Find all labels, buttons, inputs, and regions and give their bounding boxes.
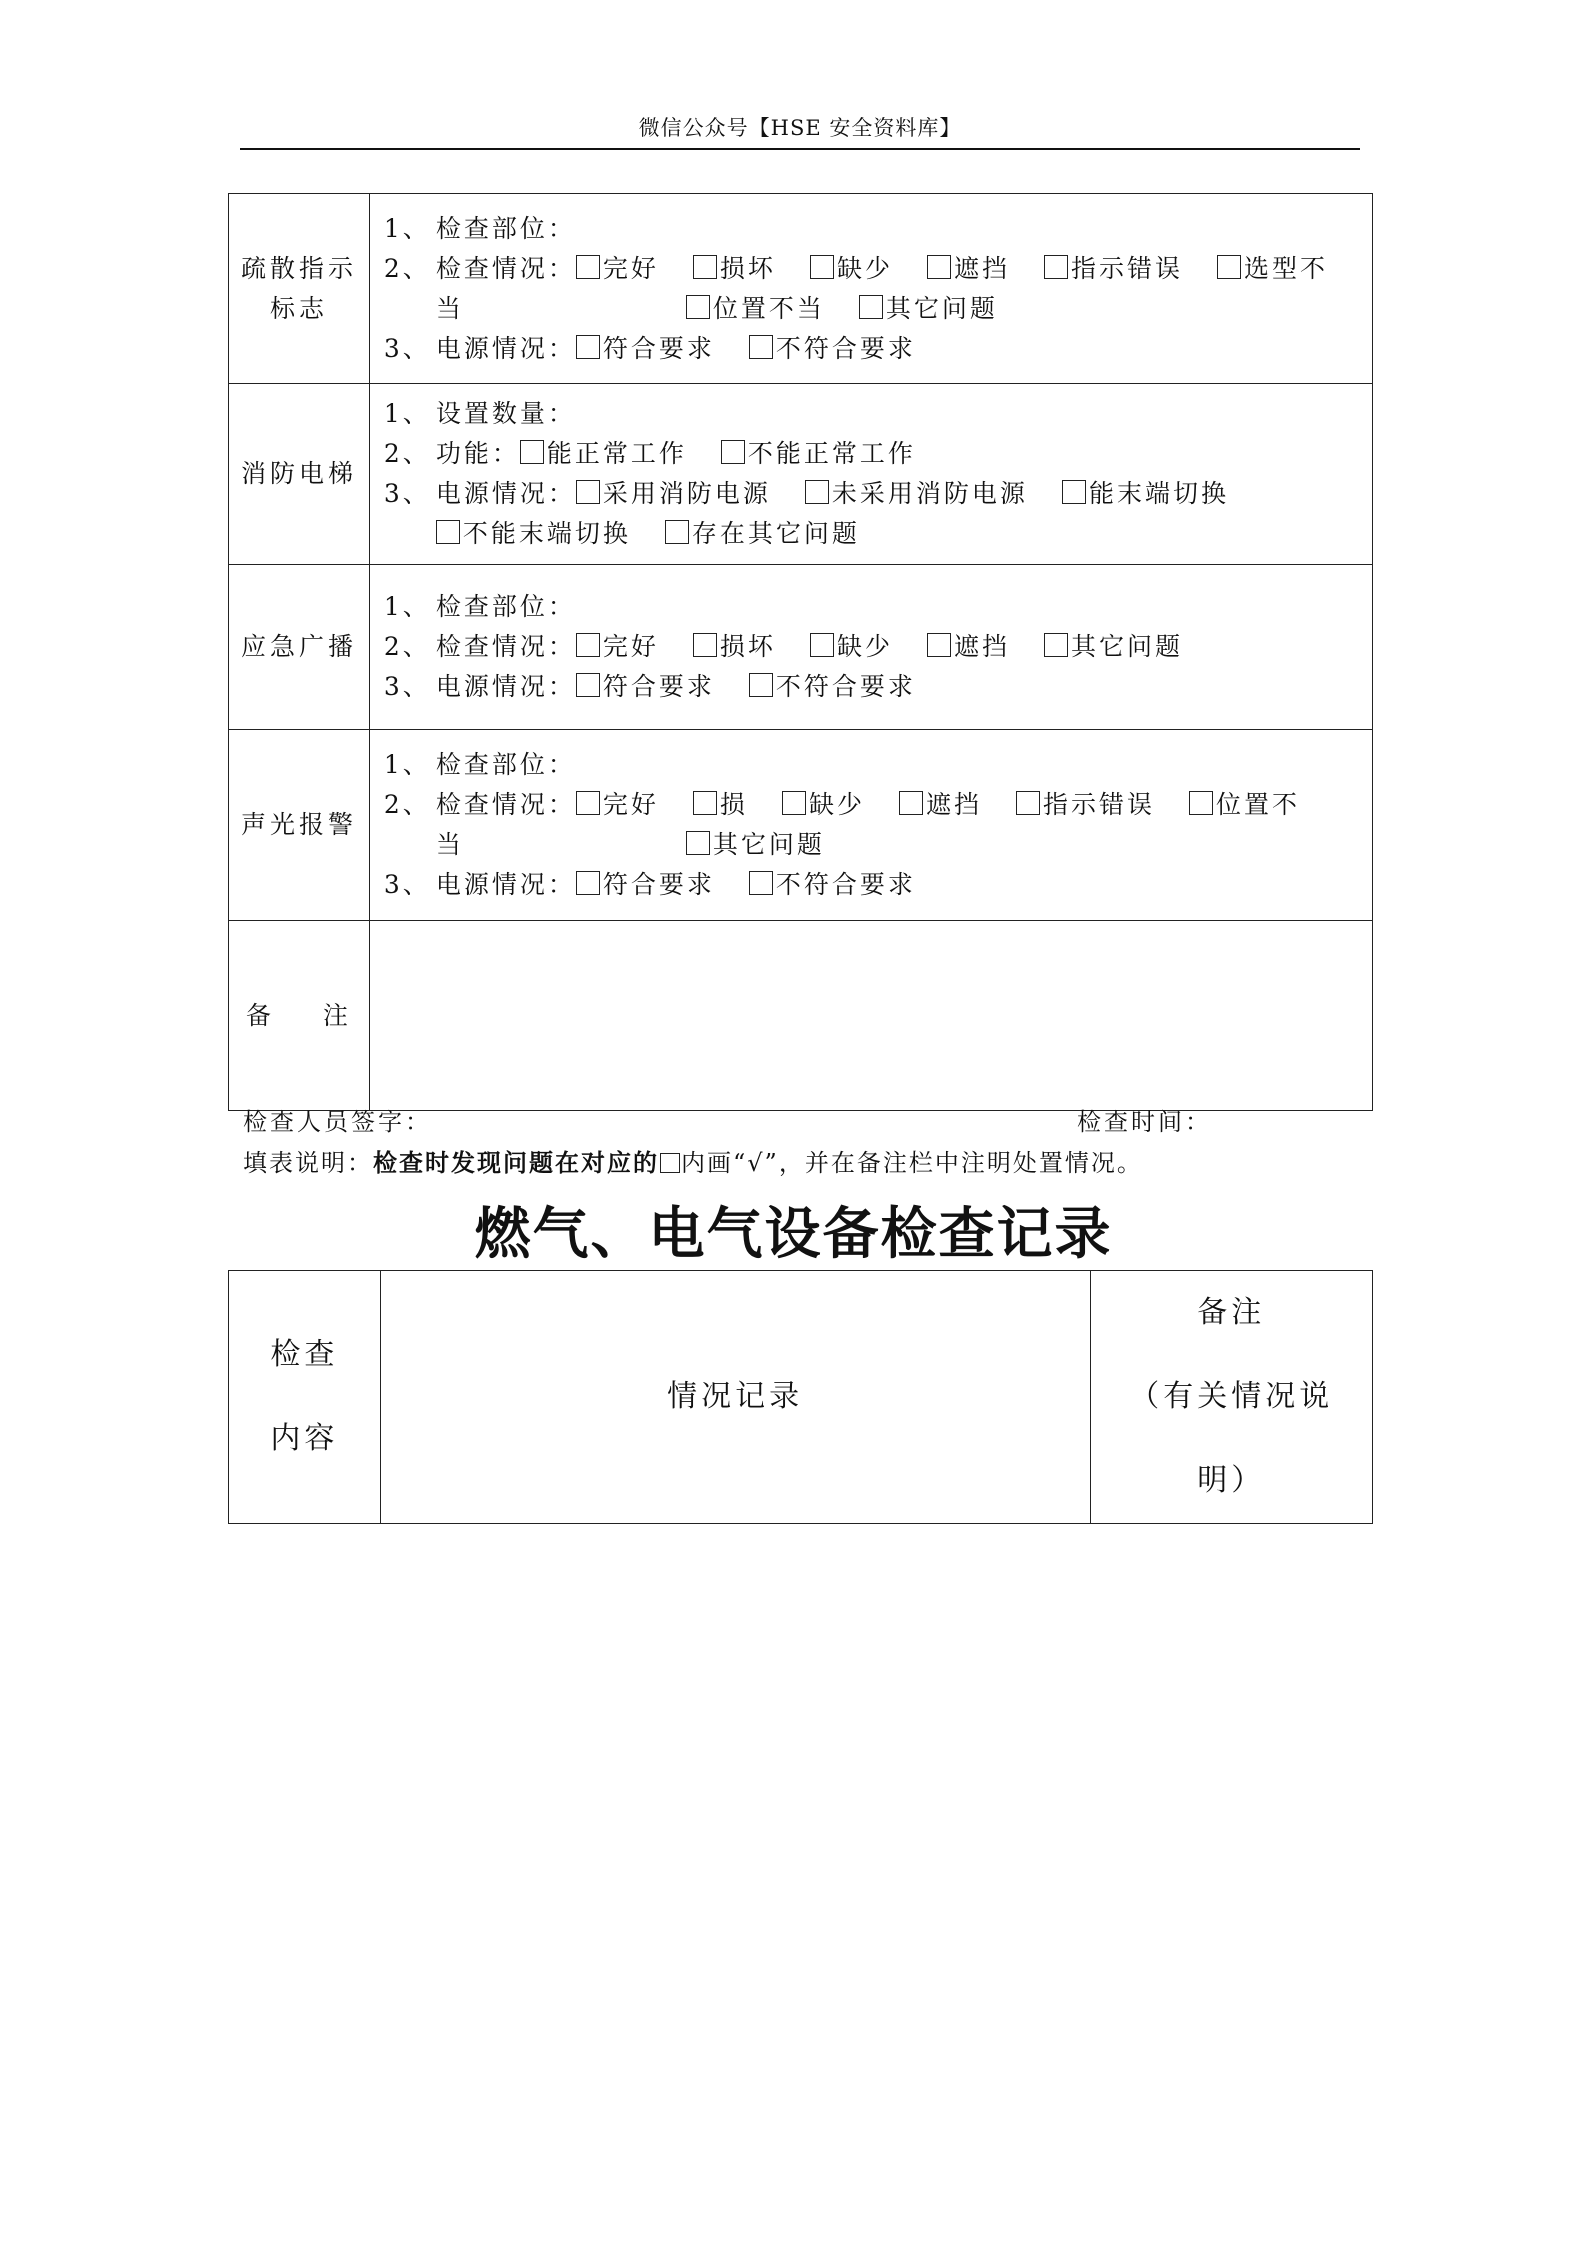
table-row	[229, 384, 1373, 565]
page-header: 微信公众号【HSE 安全资料库】	[240, 112, 1360, 150]
item-line	[384, 329, 1362, 369]
item-label: 检查部位：	[435, 750, 576, 779]
remarks-label: 备 注	[229, 921, 370, 1111]
checkbox-option[interactable]	[899, 790, 982, 819]
table-row	[229, 730, 1373, 921]
checkbox-label: 完好	[602, 632, 659, 661]
checkbox-icon[interactable]	[859, 295, 883, 319]
checkbox-icon	[660, 1153, 680, 1173]
item-number: 3、	[383, 672, 431, 701]
checkbox-icon[interactable]	[693, 633, 717, 657]
checkbox-option[interactable]	[576, 479, 771, 508]
row-label: 消防电梯	[229, 384, 370, 565]
checkbox-option[interactable]	[665, 519, 860, 548]
checkbox-icon[interactable]	[576, 255, 600, 279]
item-number: 1、	[383, 750, 431, 779]
checkbox-option[interactable]	[1189, 790, 1300, 819]
checkbox-icon[interactable]	[899, 791, 923, 815]
checkbox-option[interactable]	[1044, 632, 1183, 661]
checkbox-label: 符合要求	[602, 672, 715, 701]
checkbox-option[interactable]	[1217, 254, 1328, 283]
item-label: 检查情况：	[435, 790, 576, 819]
checkbox-option[interactable]	[1016, 790, 1155, 819]
checkbox-label: 遮挡	[925, 790, 982, 819]
item-number: 1、	[383, 399, 431, 428]
item-line	[384, 209, 1362, 249]
checkbox-label: 不符合要求	[775, 672, 916, 701]
inspection-table	[228, 193, 1373, 1111]
item-line	[384, 514, 1362, 554]
checkbox-label: 遮挡	[953, 632, 1010, 661]
checkbox-option[interactable]	[686, 830, 825, 859]
checkbox-label: 遮挡	[953, 253, 1010, 283]
checkbox-label: 不符合要求	[775, 333, 916, 363]
checkbox-icon[interactable]	[1044, 633, 1068, 657]
checkbox-icon[interactable]	[576, 791, 600, 815]
checkbox-label: 符合要求	[602, 333, 715, 363]
row-label: 声光报警	[229, 730, 370, 921]
table-header-row	[229, 1271, 1373, 1524]
checkbox-icon[interactable]	[686, 831, 710, 855]
checkbox-icon[interactable]	[810, 633, 834, 657]
item-number: 2、	[383, 439, 431, 468]
item-line	[384, 587, 1362, 627]
item-number: 1、	[383, 213, 431, 243]
checkbox-option[interactable]	[576, 254, 659, 283]
checkbox-option[interactable]	[927, 632, 1010, 661]
checkbox-option[interactable]	[721, 439, 916, 468]
checkbox-option[interactable]	[520, 439, 687, 468]
checkbox-option[interactable]	[576, 870, 715, 899]
checkbox-option[interactable]	[686, 294, 825, 323]
checkbox-option[interactable]	[576, 632, 659, 661]
item-line	[384, 825, 1362, 865]
checkbox-icon[interactable]	[810, 255, 834, 279]
checkbox-label: 位置不当	[712, 293, 825, 323]
header-remarks: 备注 （有关情况说 明）	[1090, 1271, 1373, 1524]
checkbox-label: 其它问题	[1070, 632, 1183, 661]
checkbox-label: 位置不	[1215, 790, 1300, 819]
item-line	[384, 865, 1362, 905]
checkbox-icon[interactable]	[693, 255, 717, 279]
item-number: 3、	[383, 333, 431, 363]
checkbox-option[interactable]	[576, 334, 715, 363]
item-label: 检查情况：	[435, 632, 576, 661]
checkbox-icon[interactable]	[436, 520, 460, 544]
item-number: 2、	[383, 253, 431, 283]
checkbox-icon[interactable]	[576, 335, 600, 359]
checkbox-icon[interactable]	[576, 633, 600, 657]
checkbox-label: 指示错误	[1070, 253, 1183, 283]
checkbox-icon[interactable]	[693, 791, 717, 815]
checkbox-label: 采用消防电源	[602, 479, 771, 508]
checkbox-icon[interactable]	[805, 480, 829, 504]
row-label: 应急广播	[229, 565, 370, 730]
checkbox-label: 完好	[602, 790, 659, 819]
item-line	[384, 289, 1362, 329]
checkbox-label: 能末端切换	[1088, 479, 1229, 508]
checkbox-icon[interactable]	[576, 871, 600, 895]
checkbox-option[interactable]	[693, 790, 748, 819]
row-body	[369, 730, 1372, 921]
checkbox-label: 指示错误	[1042, 790, 1155, 819]
checkbox-option[interactable]	[927, 254, 1010, 283]
checkbox-label: 完好	[602, 253, 659, 283]
checkbox-icon[interactable]	[749, 673, 773, 697]
instruction-text	[243, 1143, 1143, 1178]
item-label: 电源情况：	[435, 333, 576, 363]
checkbox-icon[interactable]	[1189, 791, 1213, 815]
item-line	[384, 434, 1362, 474]
item-label: 电源情况：	[435, 672, 576, 701]
item-number: 3、	[383, 870, 431, 899]
checkbox-label: 不能末端切换	[462, 519, 631, 548]
item-label: 功能：	[435, 439, 520, 468]
inspector-signature-label: 检查人员签字：	[243, 1108, 432, 1136]
item-label: 电源情况：	[435, 870, 576, 899]
item-line	[384, 474, 1362, 514]
checkbox-icon[interactable]	[749, 871, 773, 895]
instruction-rest: 内画“√”，并在备注栏中注明处置情况。	[681, 1149, 1143, 1177]
checkbox-label: 存在其它问题	[691, 519, 860, 548]
item-label: 检查部位：	[435, 213, 576, 243]
checkbox-icon[interactable]	[721, 440, 745, 464]
row-body	[369, 384, 1372, 565]
checkbox-icon[interactable]	[1062, 480, 1086, 504]
checkbox-icon[interactable]	[1217, 255, 1241, 279]
checkbox-icon[interactable]	[749, 335, 773, 359]
item-number: 2、	[383, 632, 431, 661]
item-line	[384, 249, 1362, 289]
item-number: 2、	[383, 790, 431, 819]
checkbox-label: 符合要求	[602, 870, 715, 899]
item-line	[384, 785, 1362, 825]
checkbox-label: 不能正常工作	[747, 439, 916, 468]
checkbox-label: 其它问题	[885, 293, 998, 323]
checkbox-icon[interactable]	[927, 255, 951, 279]
checkbox-option[interactable]	[576, 790, 659, 819]
checkbox-option[interactable]	[693, 632, 776, 661]
item-line	[384, 627, 1362, 667]
checkbox-label: 其它问题	[712, 830, 825, 859]
checkbox-option[interactable]	[749, 334, 916, 363]
checkbox-icon[interactable]	[1016, 791, 1040, 815]
continued-text: 当	[435, 830, 464, 859]
checkbox-option[interactable]	[782, 790, 865, 819]
row-body	[369, 194, 1372, 384]
checkbox-option[interactable]	[1062, 479, 1229, 508]
row-label: 疏散指示标志	[229, 194, 370, 384]
checkbox-option[interactable]	[749, 870, 916, 899]
checkbox-label: 缺少	[836, 253, 893, 283]
header-record: 情况记录	[380, 1271, 1090, 1524]
checkbox-icon[interactable]	[927, 633, 951, 657]
checkbox-option[interactable]	[576, 672, 715, 701]
checkbox-label: 损	[719, 790, 748, 819]
checkbox-option[interactable]	[749, 672, 916, 701]
continued-text: 当	[435, 293, 464, 323]
section-title: 燃气、电气设备检查记录	[474, 1202, 1113, 1267]
checkbox-icon[interactable]	[665, 520, 689, 544]
checkbox-option[interactable]	[810, 254, 893, 283]
checkbox-icon[interactable]	[520, 440, 544, 464]
instruction-bold: 检查时发现问题在对应的	[373, 1149, 659, 1177]
checkbox-label: 未采用消防电源	[831, 479, 1028, 508]
inspection-time-label: 检查时间：	[1077, 1108, 1212, 1136]
checkbox-icon[interactable]	[1044, 255, 1068, 279]
remarks-field[interactable]	[369, 921, 1372, 1111]
checkbox-label: 缺少	[808, 790, 865, 819]
item-label: 检查部位：	[435, 592, 576, 621]
table-row	[229, 565, 1373, 730]
checkbox-label: 损坏	[719, 632, 776, 661]
item-line	[384, 667, 1362, 707]
row-body	[369, 565, 1372, 730]
equipment-record-table	[228, 1270, 1373, 1524]
checkbox-option[interactable]	[859, 294, 998, 323]
checkbox-label: 损坏	[719, 253, 776, 283]
checkbox-label: 缺少	[836, 632, 893, 661]
checkbox-label: 不符合要求	[775, 870, 916, 899]
item-line	[384, 745, 1362, 785]
checkbox-option[interactable]	[436, 519, 631, 548]
checkbox-label: 选型不	[1243, 253, 1328, 283]
checkbox-icon[interactable]	[686, 295, 710, 319]
item-label: 检查情况：	[435, 253, 576, 283]
item-label: 电源情况：	[435, 479, 576, 508]
checkbox-icon[interactable]	[782, 791, 806, 815]
item-line	[384, 394, 1362, 434]
table-row	[229, 194, 1373, 384]
checkbox-option[interactable]	[1044, 254, 1183, 283]
remarks-row	[229, 921, 1373, 1111]
item-label: 设置数量：	[435, 399, 576, 428]
checkbox-icon[interactable]	[576, 480, 600, 504]
item-number: 1、	[383, 592, 431, 621]
checkbox-option[interactable]	[693, 254, 776, 283]
checkbox-icon[interactable]	[576, 673, 600, 697]
instruction-prefix: 填表说明：	[243, 1149, 373, 1177]
checkbox-option[interactable]	[810, 632, 893, 661]
header-check-content: 检查 内容	[229, 1271, 381, 1524]
checkbox-option[interactable]	[805, 479, 1028, 508]
checkbox-label: 能正常工作	[546, 439, 687, 468]
item-number: 3、	[383, 479, 431, 508]
